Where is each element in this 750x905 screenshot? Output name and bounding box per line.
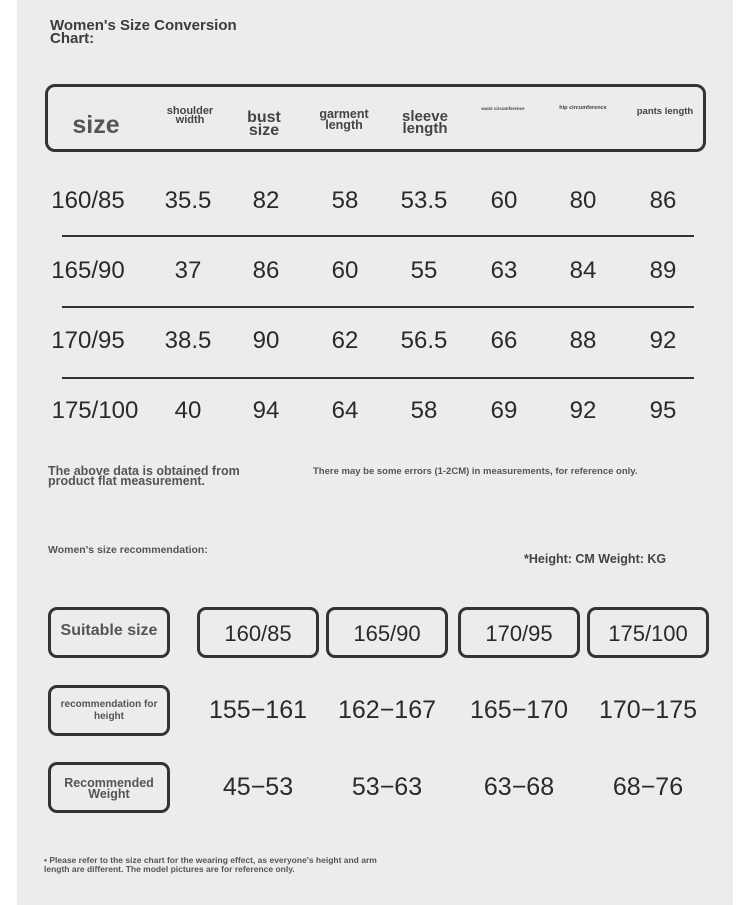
cell-bust: 82 bbox=[252, 187, 280, 214]
cell-hip: 80 bbox=[569, 187, 597, 214]
header-bust-size: bust size bbox=[247, 109, 281, 139]
cell-size: 165/90 bbox=[51, 257, 125, 284]
cell-pants: 86 bbox=[649, 187, 677, 214]
header-sleeve-length: sleeve length bbox=[402, 108, 448, 137]
weight-label: Recommended Weight bbox=[64, 776, 154, 801]
height-range: 165−170 bbox=[469, 696, 569, 724]
measurement-error-note: There may be some errors (1-2CM) in measurements, for reference only. bbox=[313, 466, 638, 477]
table-header bbox=[45, 84, 706, 152]
size-pill bbox=[197, 607, 319, 658]
header-hip-circumference: hip circumference bbox=[559, 105, 607, 111]
cell-sleeve: 58 bbox=[410, 397, 438, 424]
weight-range: 53−63 bbox=[351, 773, 423, 801]
size-pill bbox=[458, 607, 580, 658]
header-shoulder-width: shoulder width bbox=[166, 105, 214, 126]
size-pill bbox=[587, 607, 709, 658]
cell-garment: 60 bbox=[331, 257, 359, 284]
cell-waist: 63 bbox=[490, 257, 518, 284]
header-garment-length: garment length bbox=[319, 107, 369, 132]
cell-waist: 66 bbox=[490, 327, 518, 354]
chart-title: Women's Size Conversion Chart: bbox=[50, 17, 237, 47]
weight-range: 45−53 bbox=[222, 773, 294, 801]
cell-size: 160/85 bbox=[51, 187, 125, 214]
suitable-size-label-box bbox=[48, 607, 170, 658]
data-source-note: The above data is obtained from product flat measurement. bbox=[48, 464, 240, 488]
cell-pants: 89 bbox=[649, 257, 677, 284]
recommendation-title: Women's size recommendation: bbox=[48, 544, 208, 556]
weight-range: 68−76 bbox=[612, 773, 684, 801]
cell-garment: 58 bbox=[331, 187, 359, 214]
cell-bust: 86 bbox=[252, 257, 280, 284]
footer-note: • Please refer to the size chart for the wearing effect, as everyone's height and arm length are different. The model pictures are for reference only. bbox=[44, 855, 377, 874]
row-divider bbox=[62, 306, 694, 308]
cell-shoulder: 37 bbox=[174, 257, 202, 284]
cell-shoulder: 35.5 bbox=[164, 187, 212, 214]
size-pill-text: 160/85 bbox=[224, 621, 292, 646]
weight-label-box bbox=[48, 762, 170, 813]
size-pill bbox=[326, 607, 448, 658]
weight-range: 63−68 bbox=[483, 773, 555, 801]
cell-pants: 92 bbox=[649, 327, 677, 354]
header-size: size bbox=[72, 111, 120, 139]
cell-sleeve: 56.5 bbox=[400, 327, 448, 354]
cell-hip: 92 bbox=[569, 397, 597, 424]
cell-pants: 95 bbox=[649, 397, 677, 424]
cell-sleeve: 55 bbox=[410, 257, 438, 284]
height-label: recommendation for height bbox=[60, 699, 158, 722]
row-divider bbox=[62, 377, 694, 379]
cell-garment: 62 bbox=[331, 327, 359, 354]
size-pill-text: 175/100 bbox=[608, 621, 688, 646]
cell-sleeve: 53.5 bbox=[400, 187, 448, 214]
cell-waist: 69 bbox=[490, 397, 518, 424]
cell-size: 175/100 bbox=[51, 397, 139, 424]
cell-waist: 60 bbox=[490, 187, 518, 214]
size-pill-text: 170/95 bbox=[485, 621, 553, 646]
cell-shoulder: 38.5 bbox=[164, 327, 212, 354]
cell-bust: 94 bbox=[252, 397, 280, 424]
height-range: 170−175 bbox=[598, 696, 698, 724]
header-pants-length: pants length bbox=[636, 106, 694, 117]
cell-hip: 88 bbox=[569, 327, 597, 354]
suitable-size-label: Suitable size bbox=[60, 622, 158, 639]
height-label-box bbox=[48, 685, 170, 736]
height-range: 162−167 bbox=[337, 696, 437, 724]
cell-size: 170/95 bbox=[51, 327, 125, 354]
cell-shoulder: 40 bbox=[174, 397, 202, 424]
height-range: 155−161 bbox=[208, 696, 308, 724]
cell-hip: 84 bbox=[569, 257, 597, 284]
row-divider bbox=[62, 235, 694, 237]
size-pill-text: 165/90 bbox=[353, 621, 421, 646]
header-waist-circumference: waist circumference bbox=[481, 106, 525, 111]
units-note: *Height: CM Weight: KG bbox=[524, 552, 667, 566]
cell-bust: 90 bbox=[252, 327, 280, 354]
cell-garment: 64 bbox=[331, 397, 359, 424]
